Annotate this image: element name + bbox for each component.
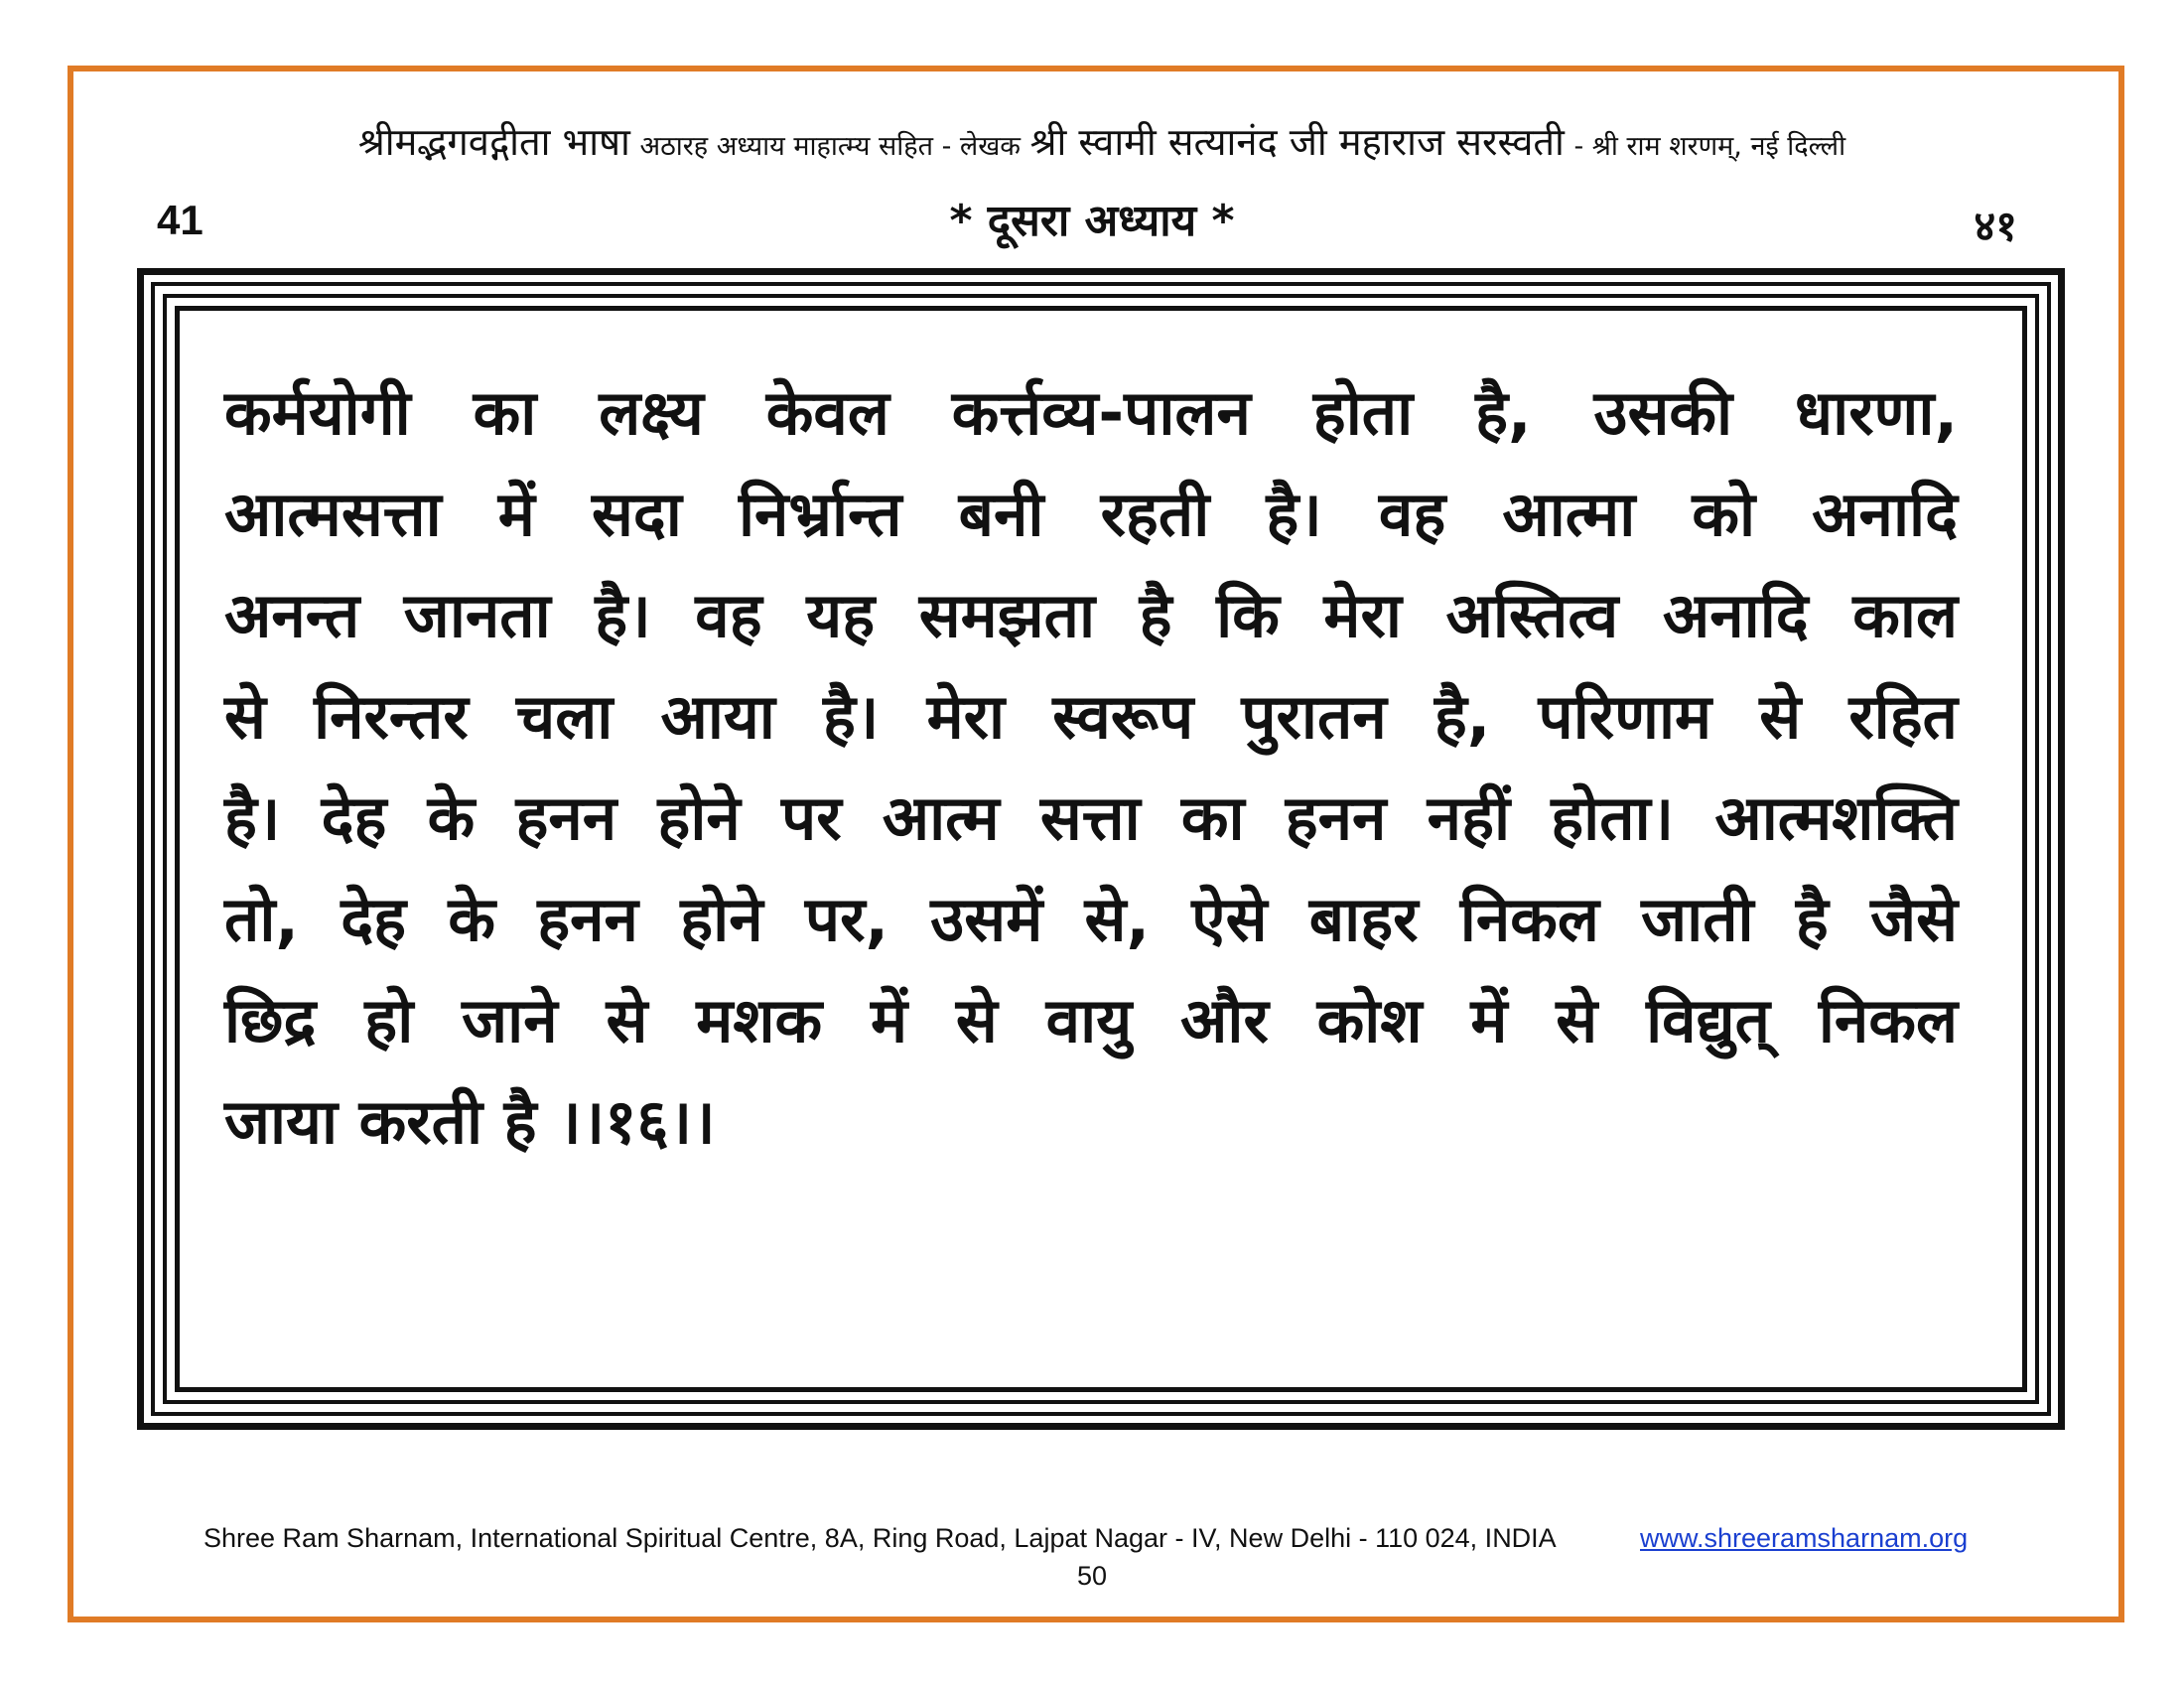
chapter-title: * दूसरा अध्याय *	[949, 196, 1235, 246]
verse-text	[224, 362, 1958, 1173]
verse-line: अनन्त जानता है। वह यह समझता है कि मेरा अस्तित्व अनादि काल	[224, 579, 1958, 651]
book-subtitle: अठारह अध्याय माहात्म्य सहित - लेखक	[639, 131, 1022, 162]
verse-line: तो, देह के हनन होने पर, उसमें से, ऐसे बाहर निकल जाती है जैसे	[224, 883, 1958, 955]
footer-page-number: 50	[1076, 1561, 1108, 1591]
website-link[interactable]: www.shreeramsharnam.org	[1640, 1523, 1969, 1553]
page-number-right: ४१	[1974, 202, 2017, 250]
verse-line: आत्मसत्ता में सदा निर्भ्रान्त बनी रहती है। वह आत्मा को अनादि	[224, 478, 1958, 550]
verse-line: जाया करती है ।।१६।।	[224, 1085, 716, 1158]
publisher-name: - श्री राम शरणम्, नई दिल्ली	[1573, 131, 1846, 162]
verse-line: से निरन्तर चला आया है। मेरा स्वरूप पुरातन है, परिणाम से रहित	[224, 680, 1958, 753]
header-line	[129, 117, 2075, 172]
verse-line: है। देह के हनन होने पर आत्म सत्ता का हनन नहीं होता। आत्मशक्ति	[224, 781, 1958, 854]
verse-line: छिद्र हो जाने से मशक में से वायु और कोश में से विद्युत् निकल	[224, 984, 1958, 1056]
author-name: श्री स्वामी सत्यानंद जी महाराज सरस्वती	[1029, 120, 1565, 164]
footer-address: Shree Ram Sharnam, International Spiritual Centre, 8A, Ring Road, Lajpat Nagar - IV, New Delhi - 110 024, INDIA	[204, 1523, 1557, 1553]
page-number-left: 41	[157, 197, 204, 243]
verse-line: कर्मयोगी का लक्ष्य केवल कर्त्तव्य-पालन होता है, उसकी धारणा,	[224, 376, 1958, 449]
book-title: श्रीमद्भगवद्गीता भाषा	[357, 120, 630, 164]
